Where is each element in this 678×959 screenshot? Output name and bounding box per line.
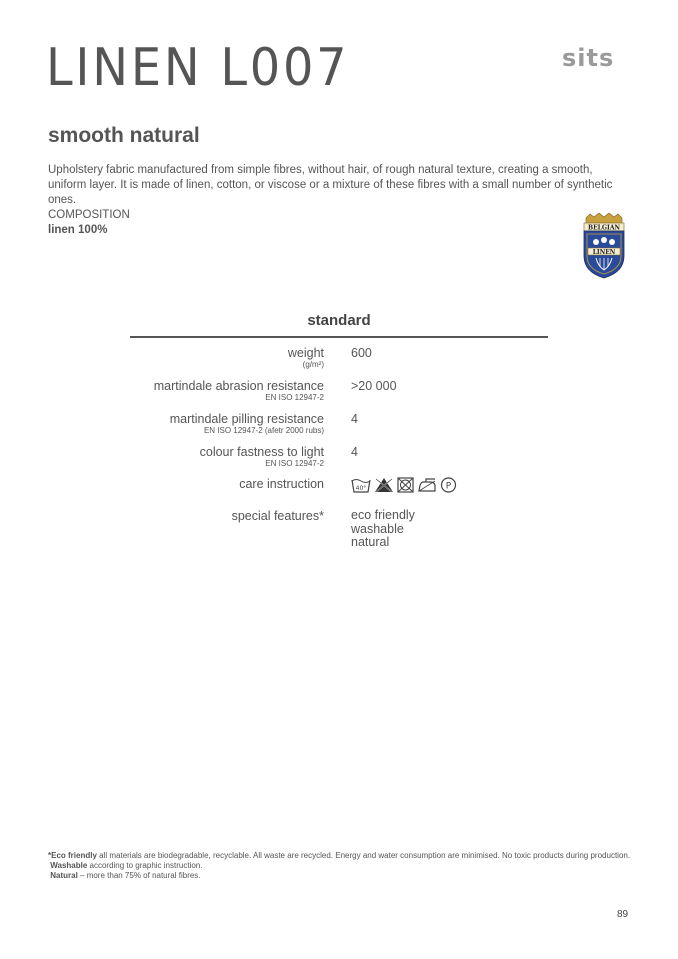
spec-name: colour fastness to light: [199, 445, 324, 459]
no-bleach-icon: [374, 477, 394, 493]
product-title: LINEN L007: [46, 38, 350, 98]
feature-item: washable: [351, 521, 404, 536]
special-features-list: [351, 509, 415, 550]
feature-item: eco friendly: [351, 508, 415, 522]
page-number: 89: [617, 909, 629, 920]
standard-heading: standard: [307, 312, 371, 329]
footnote-natural: Natural – more than 75% of natural fibres.: [50, 871, 201, 880]
spec-sub: EN ISO 12947-2: [265, 459, 324, 468]
spec-name: care instruction: [239, 477, 324, 491]
belgian-linen-seal-icon: [580, 212, 628, 280]
spec-name: special features*: [231, 509, 324, 523]
spec-value: 4: [351, 412, 358, 426]
spec-name: weight: [287, 346, 324, 360]
footnote-washable: Washable according to graphic instruction.: [50, 861, 203, 870]
feature-item: natural: [351, 535, 390, 549]
footnotes: [48, 851, 648, 881]
spec-value: >20 000: [351, 379, 397, 393]
composition-label: COMPOSITION: [48, 209, 130, 221]
svg-text:40°: 40°: [355, 485, 367, 492]
brand-logo: sits: [562, 44, 615, 72]
seal-top-text: BELGIAN: [588, 224, 620, 232]
svg-text:P: P: [445, 481, 452, 492]
footnote-eco: *Eco friendly all materials are biodegradable, recyclable. All waste are recycled. Energy and water consumption are minimised. No toxic products during production.: [48, 851, 631, 860]
professional-clean-icon: [440, 477, 457, 493]
care-symbols: [351, 477, 457, 493]
composition-value: linen 100%: [48, 224, 108, 236]
spec-sub: (g/m²): [302, 360, 324, 369]
no-tumble-dry-icon: [397, 477, 414, 493]
spec-value: 4: [351, 445, 358, 459]
spec-value: 600: [351, 346, 372, 360]
spec-sub: EN ISO 12947-2 (afetr 2000 rubs): [203, 426, 324, 435]
wash-40-icon: [351, 477, 371, 493]
seal-bottom-text: LINEN: [592, 248, 616, 256]
spec-name: martindale pilling resistance: [169, 412, 324, 426]
iron-icon: [417, 477, 437, 493]
spec-sub: EN ISO 12947-2: [265, 393, 324, 402]
product-subtitle: smooth natural: [48, 124, 200, 147]
product-description: Upholstery fabric manufactured from simple fibres, without hair, of rough natural texture, creating a smooth, uniform layer. It is made of linen, cotton, or viscose or a mixture of these fibres with a small number of synthetic ones.: [48, 164, 613, 206]
spec-name: martindale abrasion resistance: [153, 379, 324, 393]
standard-divider: [130, 336, 548, 338]
